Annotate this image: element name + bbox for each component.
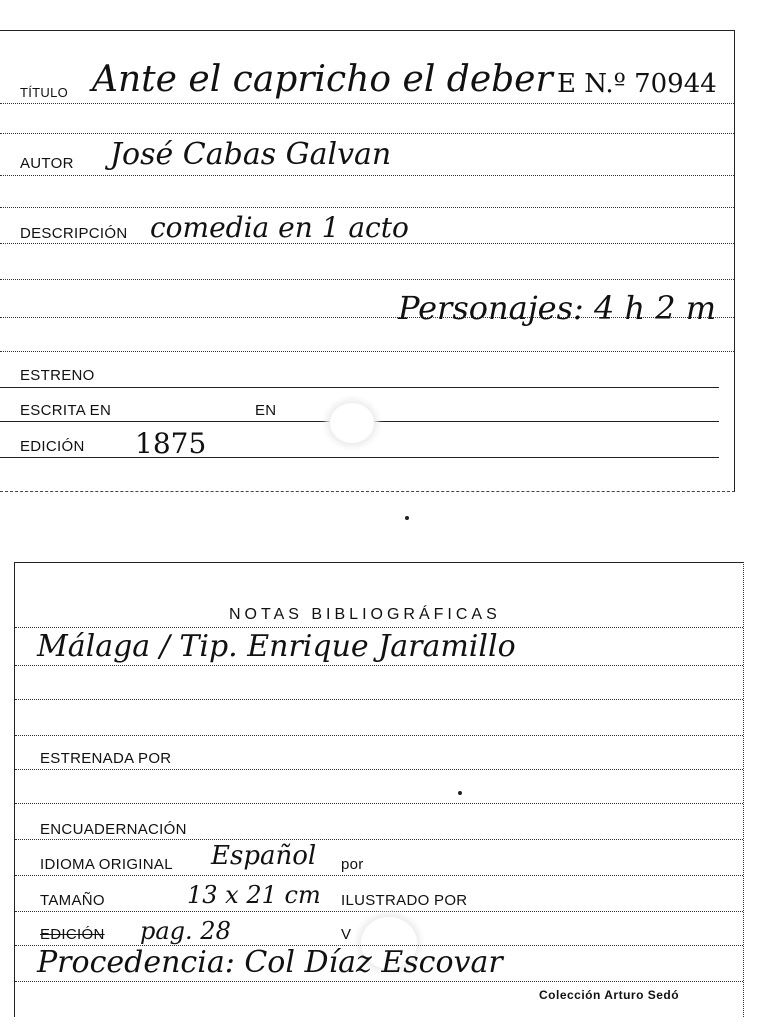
stain [330,403,374,443]
descripcion-value: comedia en 1 acto [150,211,409,244]
line [0,279,734,280]
tamano-label: TAMAÑO [40,892,105,909]
line-autor [0,175,734,176]
catalog-card-top [0,30,735,492]
line [0,207,734,208]
estrenada-label: ESTRENADA POR [40,750,172,767]
idioma-label: IDIOMA ORIGINAL [40,856,173,873]
line-tamano [15,911,743,912]
catalog-number: E N.º 70944 [557,69,717,99]
edicion-page-value: pag. 28 [140,917,231,945]
line [0,351,734,352]
line [15,803,743,804]
idioma-por-label: por [341,856,364,873]
line-estrenada [15,769,743,770]
procedencia-value: Procedencia: Col Díaz Escovar [37,945,503,980]
autor-label: AUTOR [20,155,74,172]
descripcion-label: DESCRIPCIÓN [20,225,128,242]
notas-heading: NOTAS BIBLIOGRÁFICAS [229,606,501,623]
edicion-label-struck: EDICIÓN [40,926,105,943]
notas-value: Málaga / Tip. Enrique Jaramillo [37,629,516,664]
tamano-value: 13 x 21 cm [187,881,321,909]
autor-value: José Cabas Galvan [110,137,392,172]
line [15,699,743,700]
line-procedencia [15,981,743,982]
line-encuadernacion [15,839,743,840]
line-edicion [0,457,719,458]
speck [405,516,409,520]
estreno-label: ESTRENO [20,367,95,384]
encuadernacion-label: ENCUADERNACIÓN [40,821,187,838]
edicion-value: 1875 [135,427,207,460]
line [15,665,743,666]
collection-footer: Colección Arturo Sedó [539,988,680,1002]
edicion-v-label: V [341,926,352,943]
line-estreno [0,387,719,388]
escrita-en-label: EN [255,402,277,419]
ilustrado-label: ILUSTRADO POR [341,892,468,909]
personajes-value: Personajes: 4 h 2 m [398,289,717,327]
edicion-label: EDICIÓN [20,438,85,455]
line [15,735,743,736]
line-notas [15,627,743,628]
titulo-label: TÍTULO [20,85,69,100]
idioma-value: Español [211,841,317,871]
line-idioma [15,875,743,876]
line [0,133,734,134]
escrita-label: ESCRITA EN [20,402,112,419]
line-titulo [0,103,734,104]
speck [458,791,462,795]
titulo-value: Ante el capricho el deber [92,59,553,100]
catalog-card-bottom [14,562,744,1017]
